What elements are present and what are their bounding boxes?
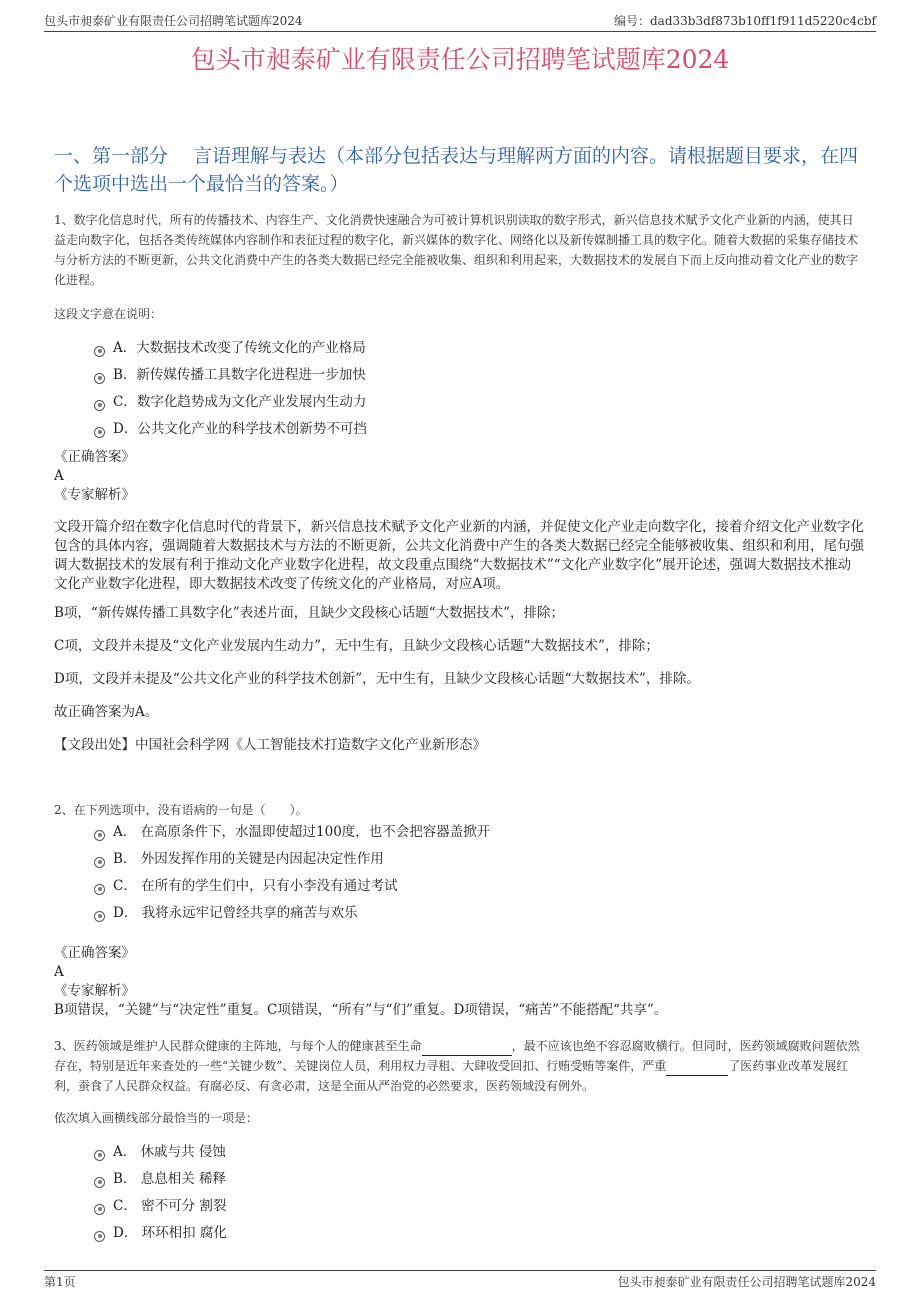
q2-option-b[interactable] (94, 849, 384, 869)
q1-answer-block (54, 448, 864, 505)
radio-icon[interactable] (94, 830, 105, 841)
q3-stem (54, 1036, 864, 1096)
document-title: 包头市昶泰矿业有限责任公司招聘笔试题库2024 (190, 45, 730, 74)
q1-option-b[interactable] (94, 365, 366, 385)
q3-stem-text (54, 1036, 864, 1096)
option-label: A．大数据技术改变了传统文化的产业格局 (113, 340, 366, 356)
radio-icon[interactable] (94, 1150, 105, 1161)
fill-blank-1[interactable] (422, 1043, 512, 1056)
page-number: 第1页 (44, 1275, 76, 1289)
q3-stem-part: 3、医药领域是维护人民群众健康的主阵地，与每个人的健康甚至生命 (54, 1039, 422, 1053)
option-label: C． 在所有的学生们中，只有小李没有通过考试 (113, 878, 398, 894)
q2-option-a[interactable] (94, 822, 490, 842)
q3-option-b[interactable] (94, 1169, 226, 1189)
q3-stem-part: 了医药事业改革发展红利，蚕食了人民群众权益。有腐必反、有贪必肃，这是全面从严治党的必然要求，医药领域没有例外。 (54, 1059, 849, 1093)
q1-source (54, 736, 864, 755)
q3-option-a[interactable] (94, 1142, 226, 1162)
q1-answer-label: 《正确答案》 (54, 449, 135, 465)
q2-answer: A (54, 964, 64, 980)
page-header (44, 12, 876, 32)
radio-icon[interactable] (94, 911, 105, 922)
radio-icon[interactable] (94, 857, 105, 868)
q3-question-text: 依次填入画横线部分最恰当的一项是： (54, 1111, 259, 1125)
option-label: C．数字化趋势成为文化产业发展内生动力 (113, 394, 367, 410)
option-label: B．新传媒传播工具数字化进程进一步加快 (113, 367, 366, 383)
radio-icon[interactable] (94, 427, 105, 438)
page-footer (44, 1270, 876, 1290)
q1-option-d[interactable] (94, 419, 367, 439)
header-doc-id: 编号：dad33b3df873b10ff1f911d5220c4cbf (613, 14, 876, 28)
section-heading: 一、第一部分 言语理解与表达（本部分包括表达与理解两方面的内容。请根据题目要求，在四个选项中选出一个最恰当的答案。） (54, 145, 859, 195)
footer-doc-title: 包头市昶泰矿业有限责任公司招聘笔试题库2024 (617, 1275, 876, 1289)
q1-question-text: 这段文字意在说明： (54, 307, 163, 321)
q1-analysis-b (54, 604, 864, 623)
source-paragraph: 【文段出处】中国社会科学网《人工智能技术打造数字文化产业新形态》 (54, 737, 486, 753)
radio-icon[interactable] (94, 1231, 105, 1242)
option-label: D． 环环相扣 腐化 (113, 1225, 227, 1241)
radio-icon[interactable] (94, 1177, 105, 1188)
q1-question (54, 304, 864, 324)
option-label: C． 密不可分 割裂 (113, 1198, 227, 1214)
radio-icon[interactable] (94, 1204, 105, 1215)
analysis-paragraph: 文段开篇介绍在数字化信息时代的背景下，新兴信息技术赋予文化产业新的内涵，并促使文化产业走向数字化，接着介绍文化产业数字化包含的具体内容，强调随着大数据技术与方法的不断更新，公共文化消费中产生的各类大数据已经完全能够被收集、组织和利用，尾句强调大数据技术的发展有利于推动文化产业数字化进程，故文段重点围绕“大数据技术”“文化产业数字化”展开论述，强调大数据技术推动文化产业数字化进程，即大数据技术改变了传统文化的产业格局，对应A项。 (54, 519, 864, 592)
q2-stem-text: 2、在下列选项中，没有语病的一句是（ ）。 (54, 803, 308, 817)
q3-stem-part: ，最不应该也绝不容忍腐败横行。但同时，医药领域腐败问题依然存在，特别是近年来查处的一些“关键少数”、关键岗位人员，利用权力寻租、大肆收受回扣、行贿受贿等案件，严重 (54, 1039, 860, 1073)
q1-analysis-final (54, 703, 864, 722)
option-label: B． 息息相关 稀释 (113, 1171, 227, 1187)
q1-analysis (54, 518, 864, 594)
q3-option-c[interactable] (94, 1196, 226, 1216)
header-doc-title: 包头市昶泰矿业有限责任公司招聘笔试题库2024 (44, 14, 303, 28)
q1-answer: A (54, 468, 64, 484)
q3-question (54, 1108, 864, 1128)
q1-analysis-c (54, 637, 864, 656)
q2-answer-block (54, 944, 864, 1020)
radio-icon[interactable] (94, 884, 105, 895)
q2-option-d[interactable] (94, 903, 358, 923)
q2-answer-label: 《正确答案》 (54, 945, 135, 961)
q1-option-a[interactable] (94, 338, 366, 358)
analysis-paragraph: 故正确答案为A。 (54, 704, 159, 720)
q1-analysis-d (54, 670, 864, 689)
option-label: A． 在高原条件下，水温即使超过100度，也不会把容器盖掀开 (113, 824, 491, 840)
q2-option-c[interactable] (94, 876, 398, 896)
radio-icon[interactable] (94, 346, 105, 357)
radio-icon[interactable] (94, 400, 105, 411)
fill-blank-2[interactable] (666, 1063, 728, 1076)
q1-stem (54, 210, 864, 290)
option-label: B． 外因发挥作用的关键是内因起决定性作用 (113, 851, 384, 867)
q2-stem (54, 800, 864, 820)
analysis-paragraph: D项，文段并未提及“公共文化产业的科学技术创新”，无中生有，且缺少文段核心话题“大数据技术”，排除。 (54, 671, 700, 687)
analysis-paragraph: C项，文段并未提及“文化产业发展内生动力”，无中生有，且缺少文段核心话题“大数据技术”，排除； (54, 638, 659, 654)
q1-option-c[interactable] (94, 392, 366, 412)
option-label: D． 我将永远牢记曾经共享的痛苦与欢乐 (113, 905, 358, 921)
q2-analysis-label: 《专家解析》 (54, 983, 135, 999)
q2-analysis: B项错误，“关键”与“决定性”重复。C项错误，“所有”与“们”重复。D项错误，“痛苦”不能搭配“共享”。 (54, 1002, 668, 1018)
analysis-paragraph: B项，“新传媒传播工具数字化”表述片面，且缺少文段核心话题“大数据技术”，排除； (54, 605, 565, 621)
q1-analysis-label: 《专家解析》 (54, 487, 135, 503)
q3-option-d[interactable] (94, 1223, 227, 1243)
q1-stem-text: 1、数字化信息时代，所有的传播技术、内容生产、文化消费快速融合为可被计算机识别读取的数字形式，新兴信息技术赋予文化产业新的内涵，使其日益走向数字化，包括各类传统媒体内容制作和表征过程的数字化，新兴媒体的数字化、网络化以及新传媒制播工具的数字化。随着大数据的采集存储技术与分析方法的不断更新，公共文化消费中产生的各类大数据已经完全能被收集、组织和利用起来，大数据技术的发展自下而上反向推动着文化产业的数字化进程。 (54, 213, 859, 287)
option-label: D．公共文化产业的科学技术创新势不可挡 (113, 421, 367, 437)
radio-icon[interactable] (94, 373, 105, 384)
option-label: A． 休戚与共 侵蚀 (113, 1144, 226, 1160)
